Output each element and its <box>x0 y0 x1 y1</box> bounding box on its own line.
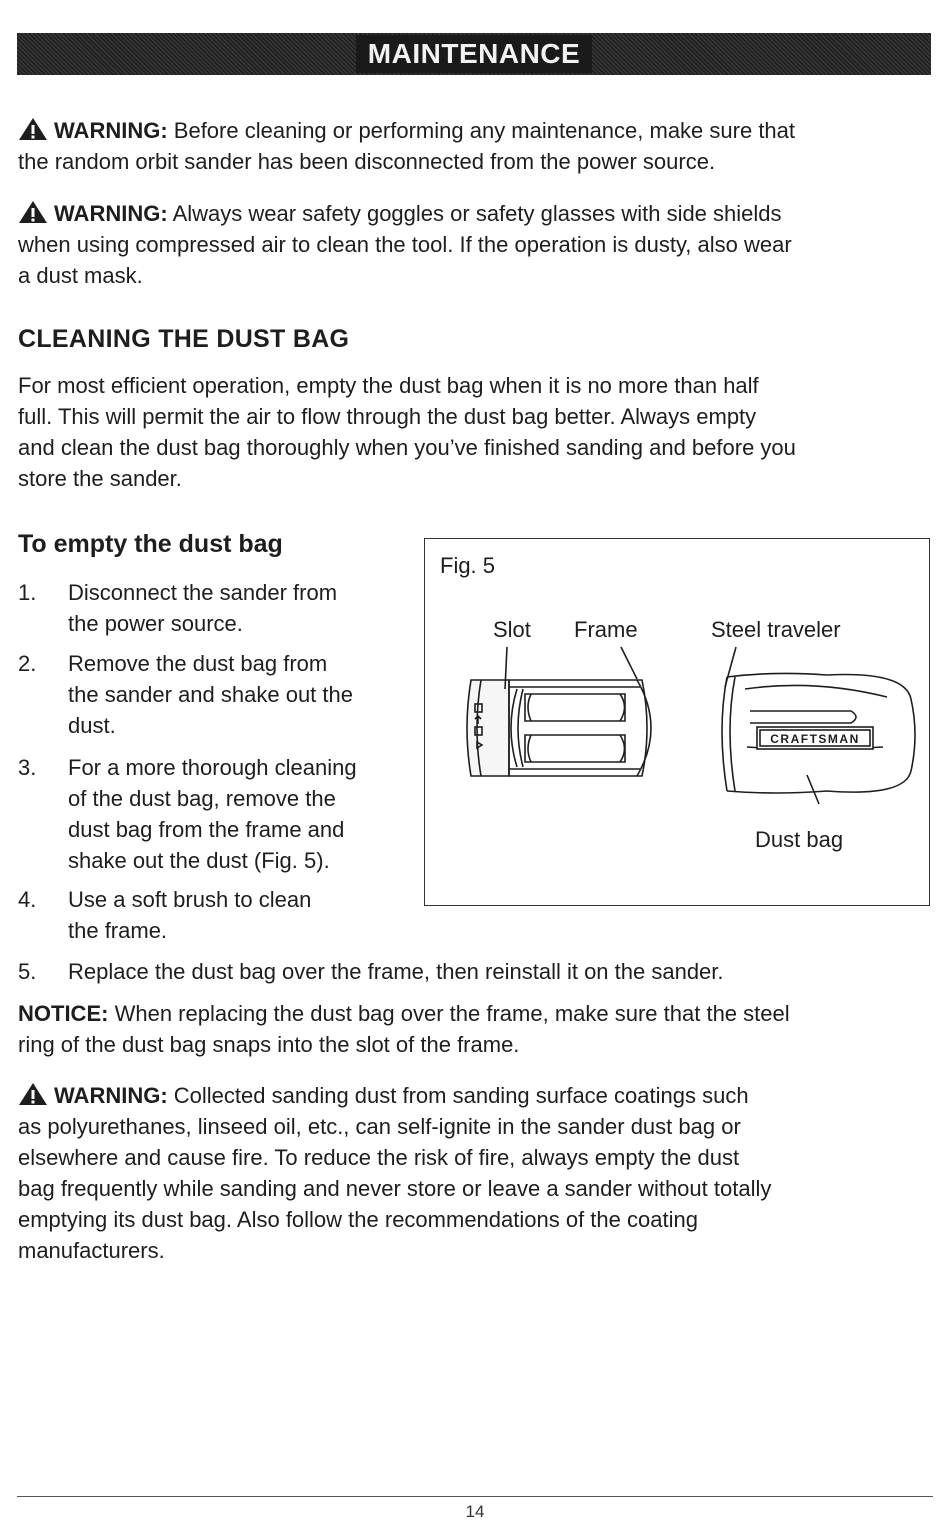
warning-text: Before cleaning or performing any maintenance, make sure that <box>173 118 796 143</box>
warning-text: Collected sanding dust from sanding surface coatings such <box>173 1083 749 1108</box>
intro-paragraph <box>18 370 928 494</box>
warning-text: manufacturers. <box>18 1238 165 1263</box>
warning-fire <box>18 1080 928 1266</box>
label-slot: Slot <box>493 617 531 642</box>
warning-label: WARNING: <box>54 118 168 143</box>
warning-text: emptying its dust bag. Also follow the recommendations of the coating <box>18 1207 698 1232</box>
step-text: For a more thorough cleaning <box>68 755 357 780</box>
section-title: MAINTENANCE <box>356 35 592 73</box>
warning-goggles <box>18 198 928 291</box>
warning-text: when using compressed air to clean the tool. If the operation is dusty, also wear <box>18 232 792 257</box>
warning-text: elsewhere and cause fire. To reduce the risk of fire, always empty the dust <box>18 1145 740 1170</box>
notice-line <box>18 998 928 1029</box>
step-text: Remove the dust bag from <box>68 651 328 676</box>
step-number: 5. <box>18 959 37 984</box>
step-number: 4. <box>18 887 37 912</box>
warning-line <box>18 115 928 146</box>
step-number: 2. <box>18 651 37 676</box>
warning-triangle-icon <box>18 200 48 224</box>
label-dust-bag: Dust bag <box>755 827 844 852</box>
step-text: of the dust bag, remove the <box>68 786 336 811</box>
step-text: Replace the dust bag over the frame, then reinstall it on the sander. <box>68 959 724 984</box>
craftsman-logo: CRAFTSMAN <box>770 732 860 746</box>
warning-disconnect <box>18 115 928 177</box>
intro-line: and clean the dust bag thoroughly when you’ve finished sanding and before you <box>18 435 796 460</box>
warning-text: a dust mask. <box>18 263 143 288</box>
warning-triangle-icon <box>18 117 48 141</box>
dust-bag-illustration <box>425 539 931 907</box>
step-number: 3. <box>18 755 37 780</box>
label-steel-traveler: Steel traveler <box>711 617 841 642</box>
page-number: 14 <box>465 1502 485 1521</box>
notice-paragraph <box>18 998 928 1060</box>
figure-caption: Fig. 5 <box>440 553 496 578</box>
step-text: the power source. <box>68 611 243 636</box>
notice-text: ring of the dust bag snaps into the slot of the frame. <box>18 1032 520 1057</box>
notice-label: NOTICE: <box>18 1001 109 1026</box>
warning-triangle-icon <box>18 1082 48 1106</box>
step-text: Disconnect the sander from <box>68 580 338 605</box>
figure-5 <box>424 538 930 906</box>
step-text: the sander and shake out the <box>68 682 353 707</box>
intro-line: For most efficient operation, empty the dust bag when it is no more than half <box>18 373 759 398</box>
procedure-heading: To empty the dust bag <box>18 530 283 558</box>
intro-line: store the sander. <box>18 466 182 491</box>
warning-text: the random orbit sander has been disconnected from the power source. <box>18 149 716 174</box>
warning-text: bag frequently while sanding and never store or leave a sander without totally <box>18 1176 772 1201</box>
warning-line <box>18 1080 928 1111</box>
step-text: the frame. <box>68 918 168 943</box>
warning-label: WARNING: <box>54 201 168 226</box>
warning-text: as polyurethanes, linseed oil, etc., can self-ignite in the sander dust bag or <box>18 1114 741 1139</box>
step-text: shake out the dust (Fig. 5). <box>68 848 330 873</box>
notice-text: When replacing the dust bag over the frame, make sure that the steel <box>114 1001 790 1026</box>
warning-text: Always wear safety goggles or safety glasses with side shields <box>172 201 782 226</box>
step-number: 1. <box>18 580 37 605</box>
step-text: Use a soft brush to clean <box>68 887 312 912</box>
step-text: dust bag from the frame and <box>68 817 345 842</box>
warning-label: WARNING: <box>54 1083 168 1108</box>
intro-line: full. This will permit the air to flow through the dust bag better. Always empty <box>18 404 757 429</box>
section-heading: CLEANING THE DUST BAG <box>18 325 350 353</box>
section-banner <box>17 33 931 75</box>
warning-line <box>18 198 928 229</box>
step-text: dust. <box>68 713 116 738</box>
label-frame: Frame <box>574 617 638 642</box>
footer-divider <box>17 1496 933 1497</box>
